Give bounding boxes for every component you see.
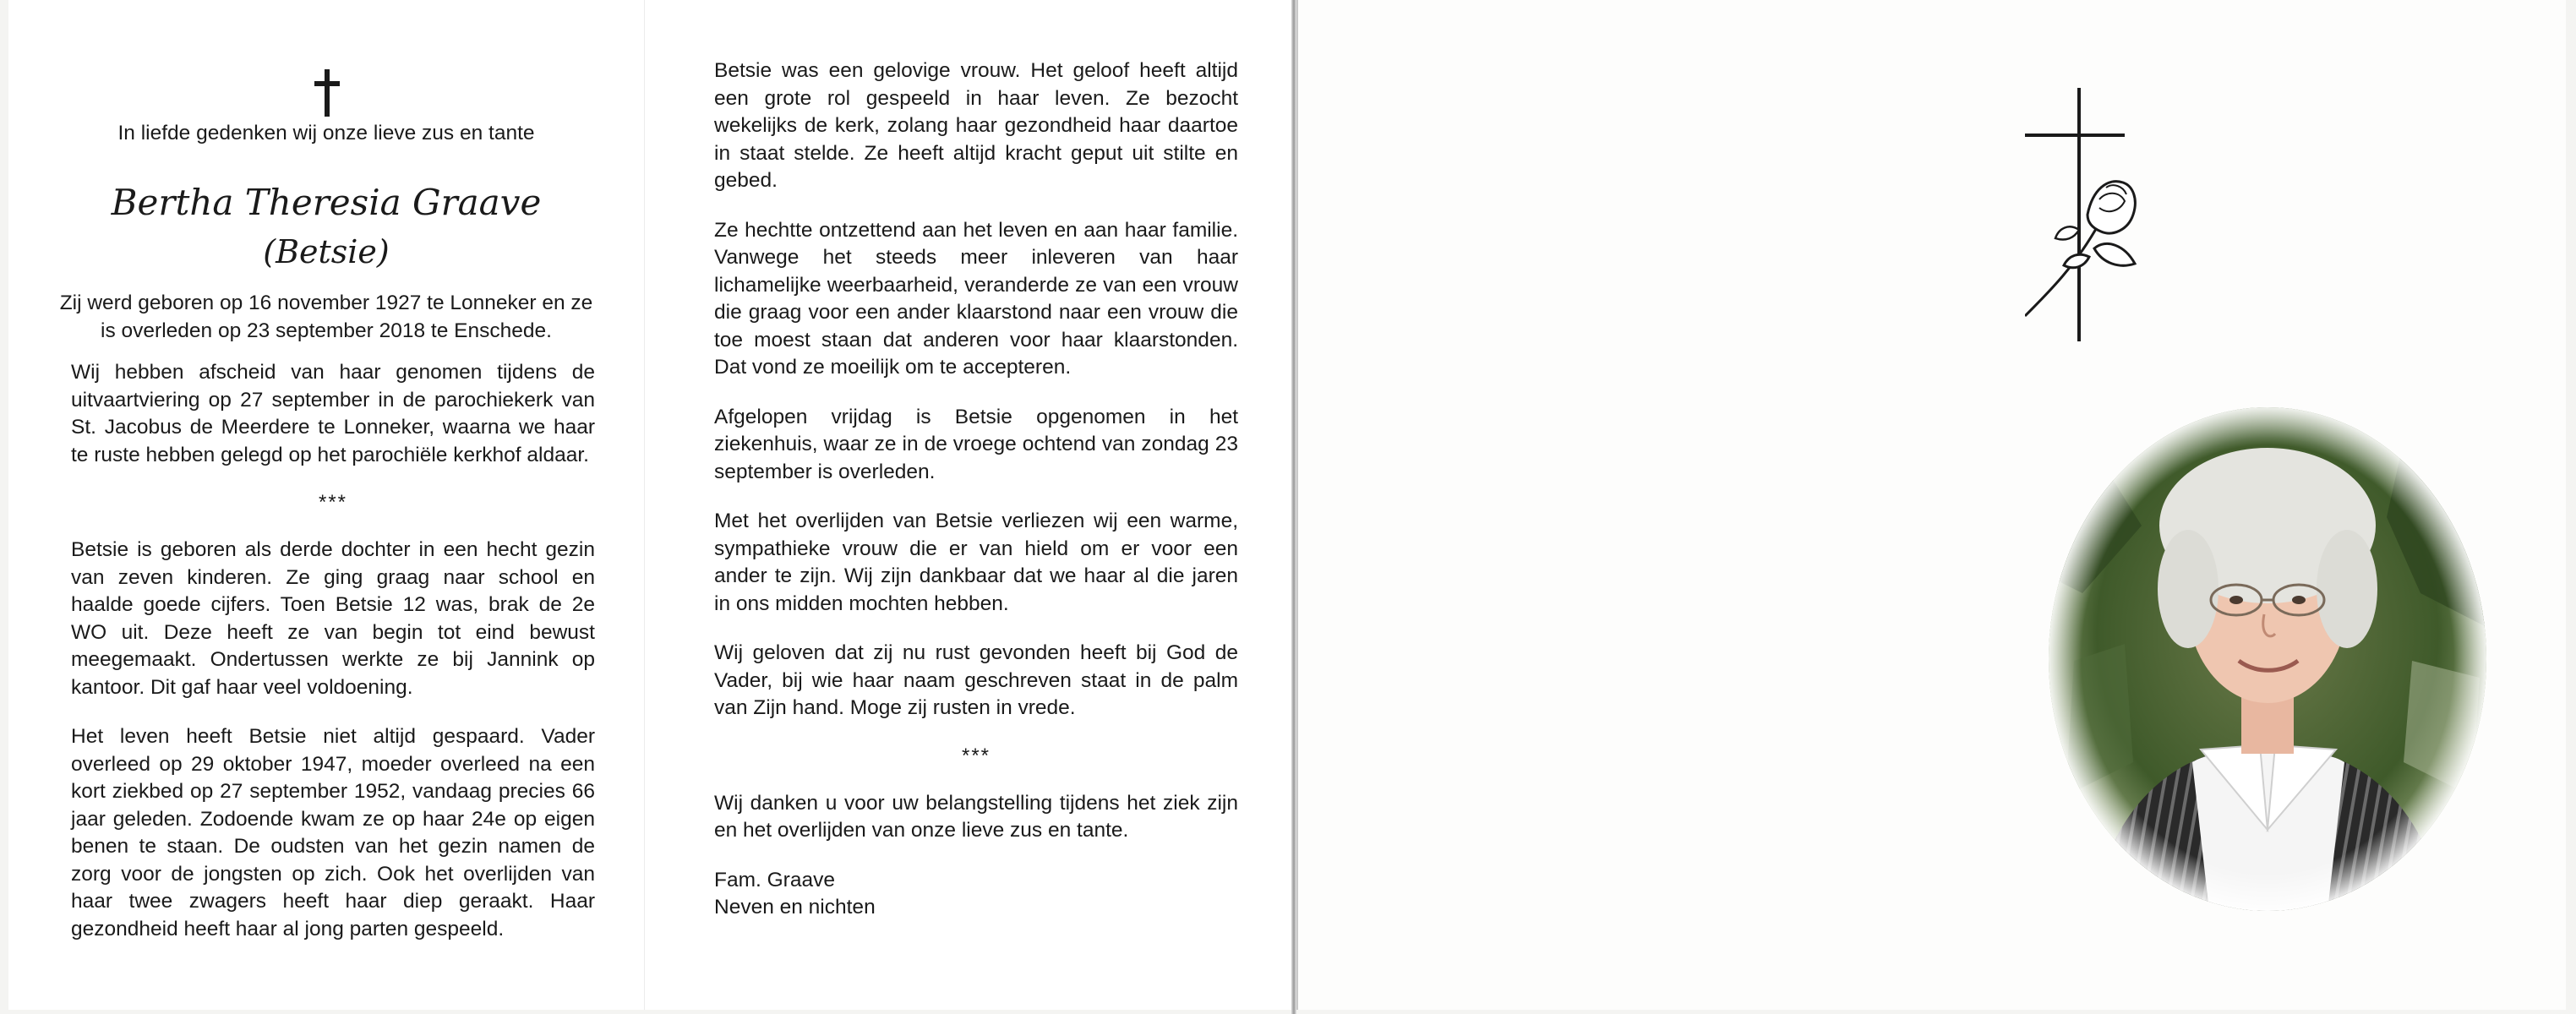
paragraph-life: Het leven heeft Betsie niet altijd gespaard. Vader overleed op 29 oktober 1947, moeder overleed na een kort ziekbed op 27 september 1952, vandaag precies 66 jaar geleden. Zodoende kwam ze op haar 24e op eigen benen te staan. De oudsten van het gezin namen de zorg voor de jongsten op zich. Ook het overlijden van haar twee zwagers heeft haar diep geraakt. Haar gezondheid heeft haar al jong parten gespeeld. (71, 725, 595, 940)
paragraph-family: Ze hechtte ontzettend aan het leven en aan haar familie. Vanwege het steeds meer inleveren van haar lichamelijke weerbaarheid, veranderde ze van een vrouw die graag voor een ander klaarstond naar een vrouw die toe moest staan dat anderen voor haar klaarstonden. Dat vond ze moeilijk om te accepteren. (714, 218, 1238, 379)
paragraph-farewell: Wij hebben afscheid van haar genomen tijdens de uitvaartviering op 27 september in de parochiekerk van St. Jacobus de Meerdere te Lonneker, waarna we haar te ruste hebben gelegd op het parochiële kerkhof aldaar. (71, 361, 595, 466)
deceased-name: Bertha Theresia Graave (111, 182, 542, 223)
separator-stars: *** (961, 744, 991, 767)
intro-text: In liefde gedenken wij onze lieve zus en tante (117, 122, 535, 144)
left-panel (8, 0, 644, 1010)
signature-relatives: Neven en nichten (714, 896, 876, 919)
separator-stars: *** (318, 491, 348, 514)
cross-icon (314, 69, 340, 117)
deceased-nickname: (Betsie) (263, 233, 390, 270)
signature-family: Fam. Graave (714, 868, 835, 891)
left-text-column (71, 359, 595, 965)
paragraph-faith: Betsie was een gelovige vrouw. Het geloof heeft altijd een grote rol gespeeld in haar leven. Ze bezocht wekelijks de kerk, zolang haar gezondheid haar daartoe in staat stelde. Ze heeft altijd kracht geput uit stilte en gebed. (714, 59, 1238, 192)
cross-rose-icon (2025, 88, 2143, 341)
right-panel (1296, 0, 2566, 1010)
paragraph-childhood: Betsie is geboren als derde dochter in een hecht gezin van zeven kinderen. Ze ging graag naar school en haalde goede cijfers. Toen Betsie 12 was, brak de 2e WO uit. Deze heeft ze van begin tot eind bewust meegemaakt. Ondertussen werkte ze bij Jannink op kantoor. Dit gaf haar veel voldoening. (71, 538, 595, 699)
paragraph-hospital: Afgelopen vrijdag is Betsie opgenomen in het ziekenhuis, waar ze in de vroege ochtend van zondag 23 september is overleden. (714, 405, 1238, 483)
birth-death-text: Zij werd geboren op 16 november 1927 te Lonneker en ze is overleden op 23 september 2018 te Enschede. (59, 292, 593, 342)
signature (714, 867, 1238, 922)
paragraph-rest: Wij geloven dat zij nu rust gevonden heeft bij God de Vader, bij wie haar naam geschreven staat in de palm van Zijn hand. Moge zij rusten in vrede. (714, 641, 1238, 719)
paragraph-thanks: Wij danken u voor uw belangstelling tijdens het ziek zijn en het overlijden van onze lieve zus en tante. (714, 791, 1238, 842)
paragraph-loss: Met het overlijden van Betsie verliezen wij een warme, sympathieke vrouw die er van hield om er voor een ander te zijn. Wij zijn dankbaar dat we haar al die jaren in ons midden mochten hebben. (714, 510, 1238, 615)
middle-text-column (714, 57, 1238, 944)
portrait-photo (2049, 407, 2486, 911)
middle-panel (644, 0, 1292, 1010)
